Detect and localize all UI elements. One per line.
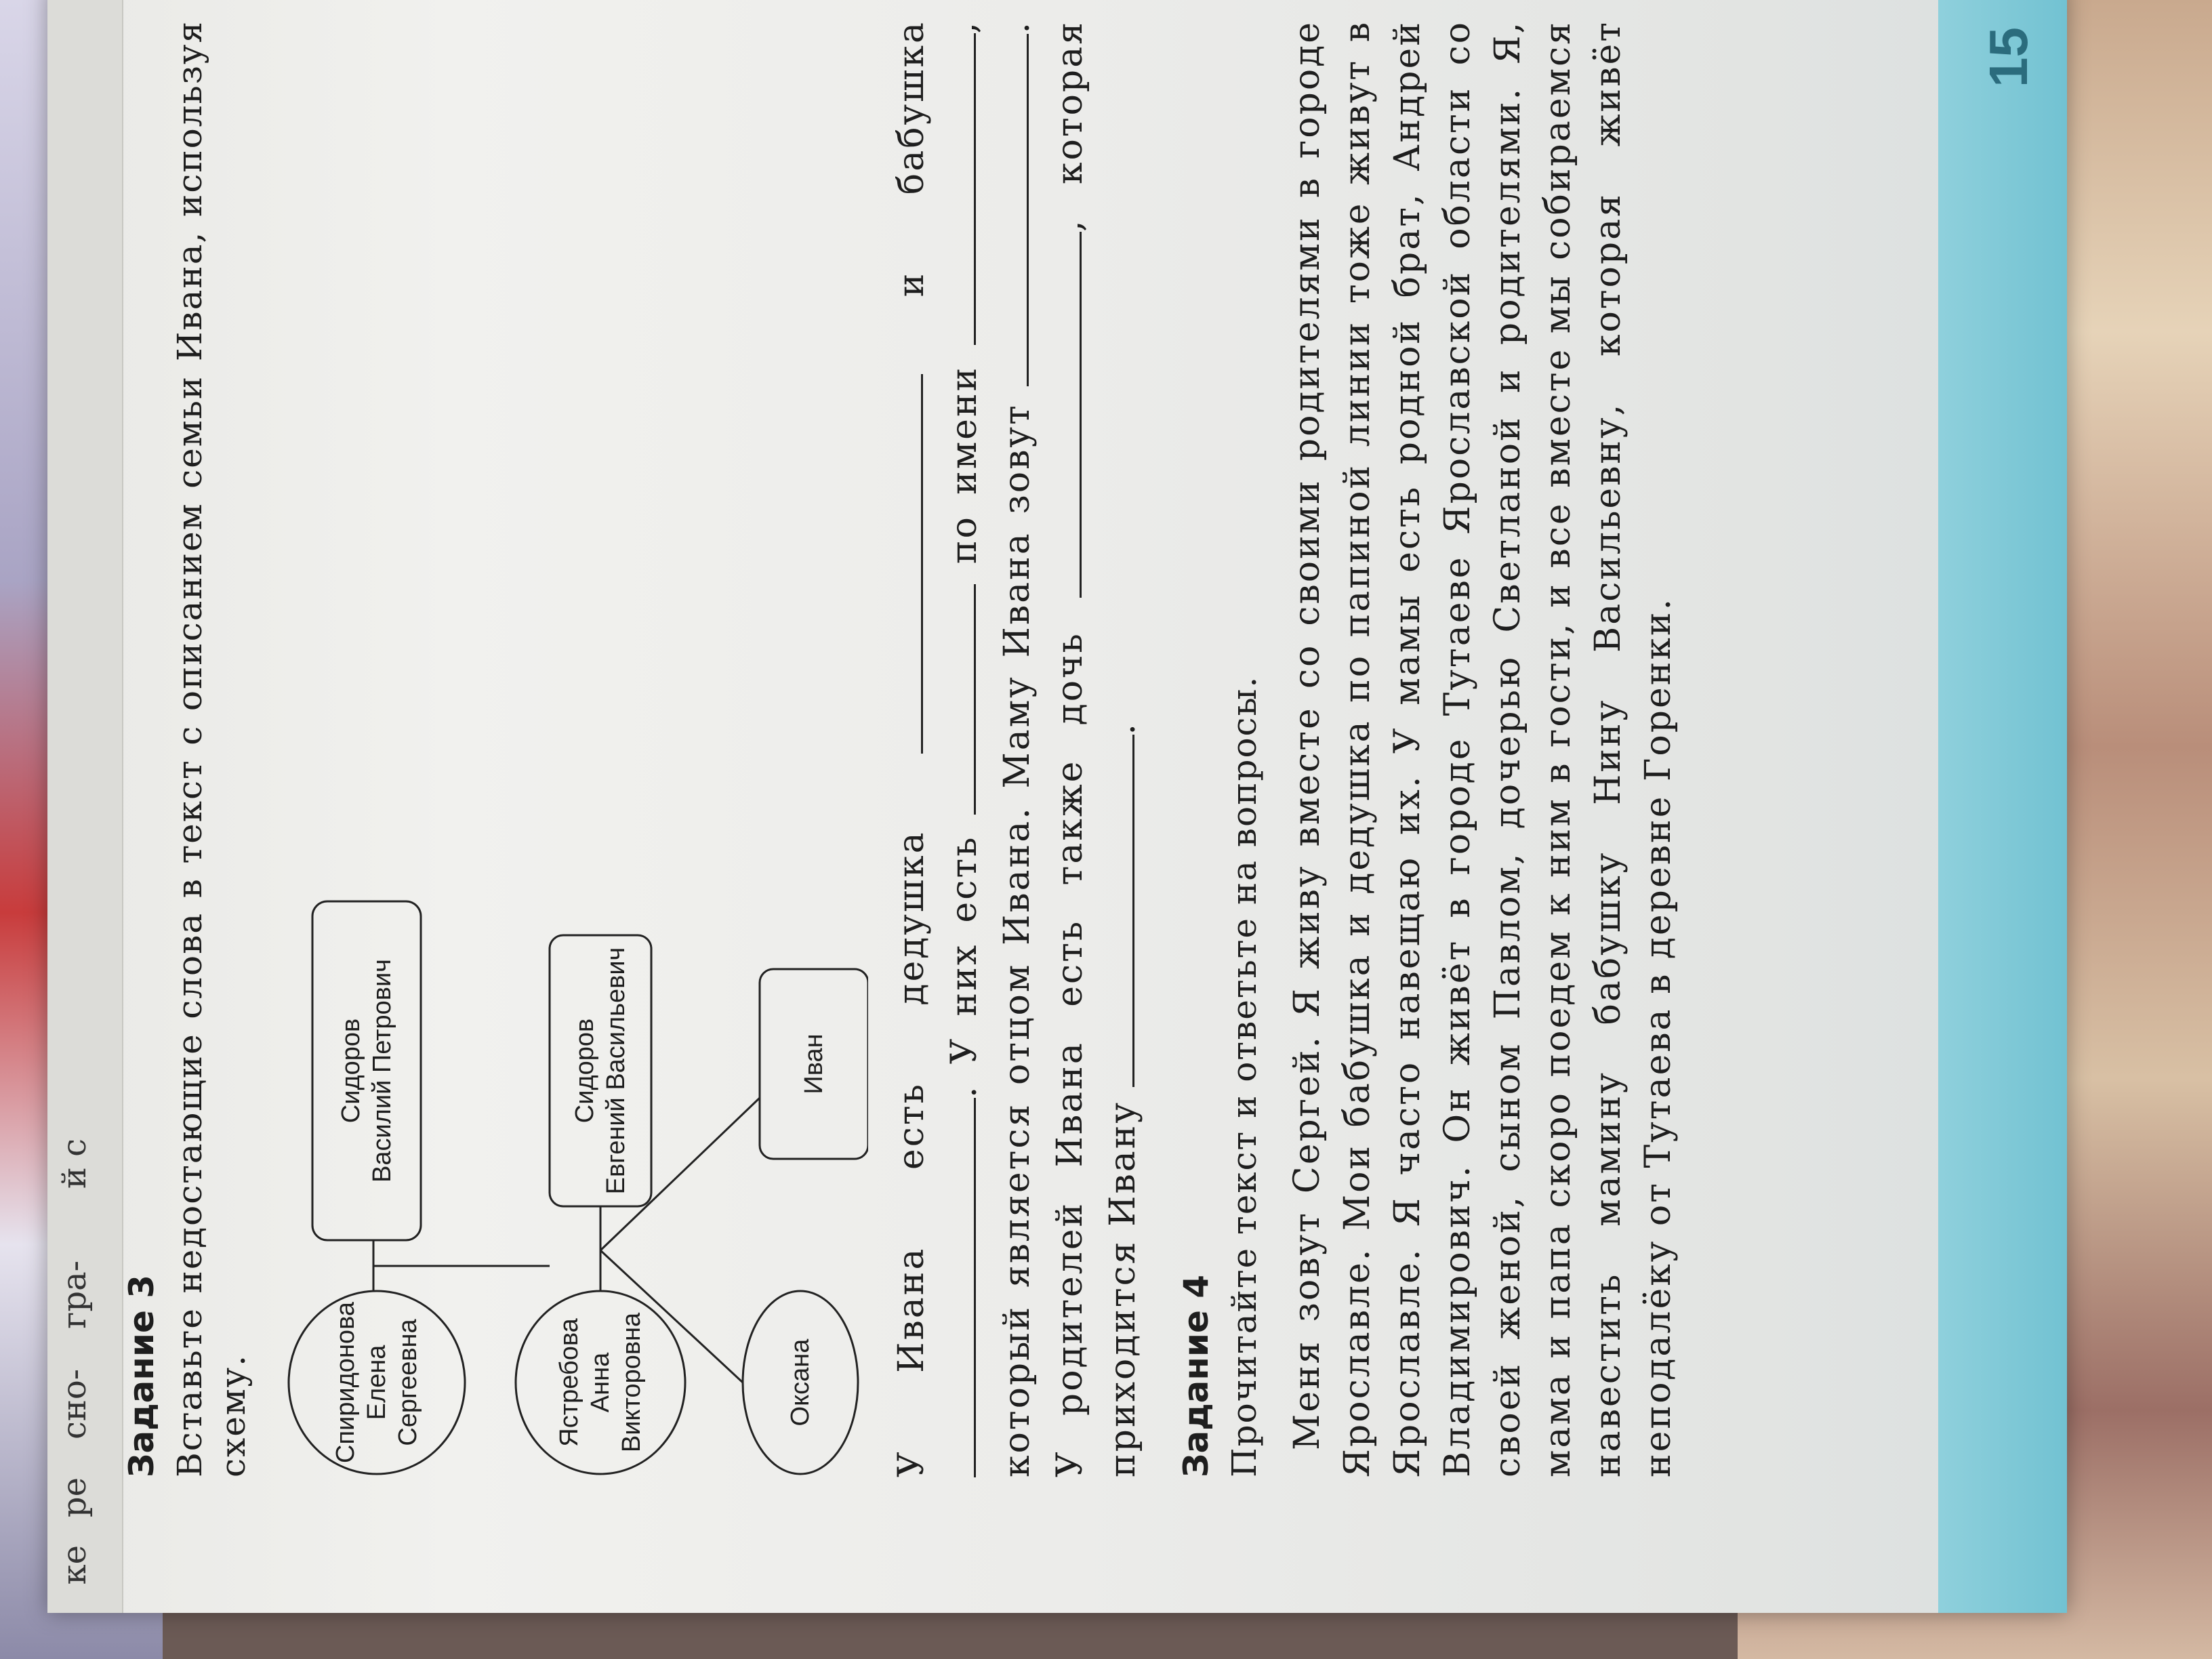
task4-instruction: Прочитайте текст и ответьте на вопросы. bbox=[1225, 675, 1264, 1477]
node-grandfather bbox=[312, 901, 421, 1240]
page-margin-band bbox=[1938, 0, 2067, 1613]
fill-part-1: У Ивана есть дедушка bbox=[891, 830, 932, 1477]
node-ivan bbox=[760, 969, 868, 1159]
node-grandmother-name: Елена Сергеевна bbox=[363, 1319, 422, 1446]
node-mother-surname: Ястребова bbox=[555, 1318, 583, 1447]
left-snippet-1: й с bbox=[56, 1139, 94, 1189]
node-mother-name: Анна Викторовна bbox=[586, 1312, 646, 1453]
blank-grandfather[interactable] bbox=[887, 374, 923, 754]
node-grandfather-surname: Сидоров bbox=[337, 1018, 365, 1124]
fill-part-3: . У них есть bbox=[944, 835, 985, 1098]
page-number: 15 bbox=[1978, 27, 2039, 87]
node-grandfather-name: Василий Петрович bbox=[368, 959, 396, 1183]
node-sister bbox=[746, 1294, 855, 1471]
task4-title: Задание 4 bbox=[1176, 1274, 1216, 1477]
fill-part-4: по имени bbox=[944, 365, 985, 565]
book-page bbox=[47, 0, 2067, 1613]
blank-son[interactable] bbox=[940, 584, 976, 815]
node-father bbox=[550, 935, 651, 1206]
fill-part-7: . У родителей Ивана есть bbox=[997, 20, 1090, 1477]
blank-grandmother[interactable] bbox=[940, 1098, 976, 1477]
node-sister-name: Оксана bbox=[786, 1338, 815, 1427]
left-snippet-5: ке bbox=[56, 1545, 94, 1585]
left-snippet-3: сно- bbox=[56, 1369, 94, 1439]
blank-relation[interactable] bbox=[1099, 735, 1134, 1087]
fill-part-11: . bbox=[1103, 721, 1143, 735]
task3-title: Задание 3 bbox=[122, 1274, 161, 1477]
task3-instruction: Вставьте недостающие слова в текст с описанием семьи Ивана, используя схему. bbox=[170, 20, 253, 1477]
node-mother bbox=[519, 1294, 682, 1471]
task4-text: Меня зовут Сергей. Я живу вместе со своими родителями в городе Ярославле. Мои бабушка и дедушка по папиной линии тоже живут в Ярославле. Я часто навещаю их. У мамы есть родной брат, Андрей Владимирович. Он живёт в городе Тутаеве Ярославской области со своей женой, сыном Павлом, дочерью Светланой и родителями. Я, мама и папа скоро поедем к ним в гости, и все вместе мы собираемся навестить мамину бабушку Нину Васильевну, которая живёт неподалёку от Тутаева в деревне Горенки. bbox=[1287, 20, 1679, 1477]
left-snippet-2: гра- bbox=[56, 1261, 94, 1329]
fill-part-2: и бабушка bbox=[891, 20, 932, 298]
fill-part-10: Ивану bbox=[1103, 1100, 1143, 1227]
fill-part-8: также дочь bbox=[1050, 632, 1090, 886]
blank-son-name[interactable] bbox=[940, 34, 976, 346]
node-grandmother-surname: Спиридонова bbox=[331, 1302, 360, 1463]
node-father-surname: Сидоров bbox=[571, 1018, 599, 1124]
left-snippet-4: ре bbox=[56, 1477, 94, 1518]
node-father-name: Евгений Васильевич bbox=[602, 947, 630, 1195]
family-tree-diagram bbox=[272, 881, 868, 1477]
task3-fill-text bbox=[885, 20, 1149, 1477]
page-content bbox=[122, 20, 1952, 1477]
node-ivan-name: Иван bbox=[800, 1033, 828, 1094]
node-grandmother bbox=[295, 1294, 458, 1471]
blank-daughter-name[interactable] bbox=[1046, 232, 1082, 598]
fill-part-5: , bbox=[944, 20, 985, 34]
fill-part-9: , которая приходится bbox=[1050, 20, 1143, 1477]
blank-mother-name[interactable] bbox=[993, 34, 1029, 386]
fill-part-6: который является отцом Ивана. Маму Ивана зовут bbox=[997, 403, 1038, 1477]
